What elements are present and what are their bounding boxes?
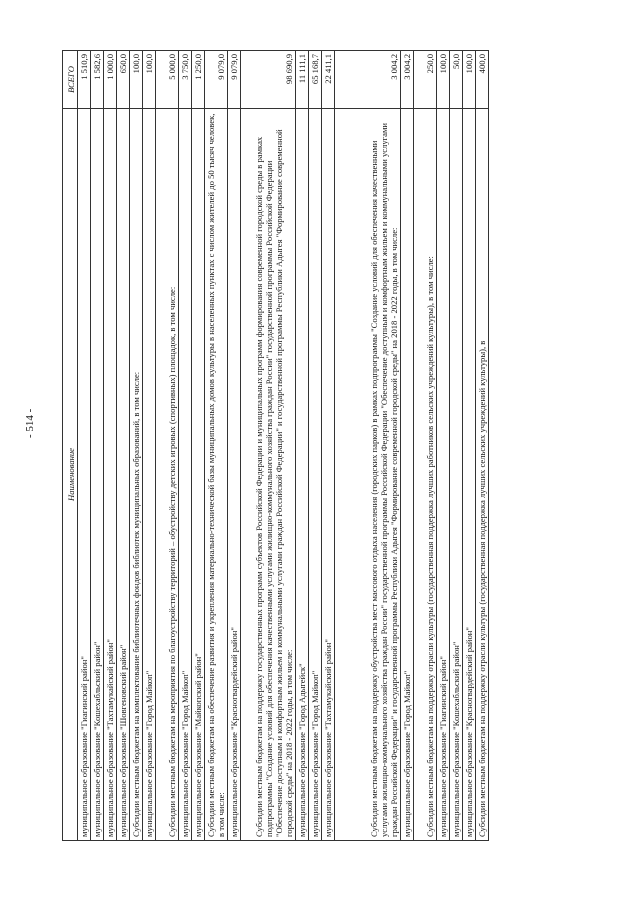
row-total: 1 510,9	[78, 51, 91, 109]
row-total: 3 004,2	[401, 51, 414, 109]
row-total: 1 582,6	[91, 51, 104, 109]
row-name: муниципальное образование "Красногвардейский район"	[463, 109, 476, 841]
table-row	[322, 51, 335, 841]
row-name: муниципальное образование "Тахтамукайский район"	[322, 109, 335, 841]
row-total: 65 168,7	[309, 51, 322, 109]
header-total: ВСЕГО	[63, 51, 78, 109]
row-total: 650,0	[117, 51, 130, 109]
table-row	[130, 51, 143, 841]
row-name: Субсидии местным бюджетам на мероприятия по благоустройству территорий – обустройству детских игровых (спортивных) площадок, в том числе:	[156, 109, 179, 841]
row-total: 1 000,0	[104, 51, 117, 109]
row-name: Субсидии местным бюджетам на обеспечение развития и укрепления материально-технической базы муниципальных домов культуры в населенных пунктах с числом жителей до 50 тысяч человек, в том числе:	[205, 109, 228, 841]
table-row	[104, 51, 117, 841]
row-name: муниципальное образование "Город Майкоп"	[309, 109, 322, 841]
table-row	[78, 51, 91, 841]
row-name: муниципальное образование "Город Майкоп"	[179, 109, 192, 841]
row-total: 5 000,0	[156, 51, 179, 109]
table-row	[463, 51, 476, 841]
row-name: муниципальное образование "Кошехабльский район"	[91, 109, 104, 841]
table-row	[179, 51, 192, 841]
row-total: 98 690,9	[241, 51, 296, 109]
rotated-page-content	[62, 51, 574, 841]
table-row	[228, 51, 241, 841]
table-row	[205, 51, 228, 841]
table-row	[192, 51, 205, 841]
table-row	[117, 51, 130, 841]
table-row	[401, 51, 414, 841]
table-row	[143, 51, 156, 841]
table-row	[414, 51, 437, 841]
row-name: муниципальное образование "Шовгеновский район"	[117, 109, 130, 841]
row-name: муниципальное образование "Гиагинский район"	[78, 109, 91, 841]
header-name: Наименование	[63, 109, 78, 841]
budget-table	[62, 50, 489, 841]
row-name: Субсидии местным бюджетам на комплектование библиотечных фондов библиотек муниципальных образований, в том числе:	[130, 109, 143, 841]
row-total: 22 411,1	[322, 51, 335, 109]
table-row	[335, 51, 401, 841]
row-total: 9 079,0	[228, 51, 241, 109]
row-total: 400,0	[476, 51, 489, 109]
table-row	[450, 51, 463, 841]
row-name: муниципальное образование "Кошехабльский район"	[450, 109, 463, 841]
row-name: муниципальное образование "Гиагинский район"	[437, 109, 450, 841]
row-total: 3 004,2	[335, 51, 401, 109]
row-name: Субсидии местным бюджетам на поддержку отрасли культуры (государственная поддержка лучших работников сельских учреждений культуры), в том числе:	[414, 109, 437, 841]
row-total: 100,0	[130, 51, 143, 109]
table-row	[309, 51, 322, 841]
row-total: 1 250,0	[192, 51, 205, 109]
row-name: муниципальное образование "Красногвардейский район"	[228, 109, 241, 841]
row-name: муниципальное образование "Майкопский район"	[192, 109, 205, 841]
table-row	[437, 51, 450, 841]
row-name: муниципальное образование "Тахтамукайский район"	[104, 109, 117, 841]
table-row	[156, 51, 179, 841]
row-name: муниципальное образование "Город Майкоп"	[143, 109, 156, 841]
row-total: 3 750,0	[179, 51, 192, 109]
row-total: 100,0	[437, 51, 450, 109]
table-row	[91, 51, 104, 841]
table-row	[296, 51, 309, 841]
row-name: муниципальное образование "Город Майкоп"	[401, 109, 414, 841]
page-number: - 514 -	[24, 408, 36, 438]
table-row	[241, 51, 296, 841]
row-name: Субсидии местным бюджетам на поддержку государственных программ субъектов Российской Федерации и муниципальных программ формирования современной городской среды в рамках подпрограммы "Создание условий для обеспечения качественными услугами жилищно-коммунального хозяйства граждан России" государственной программы Российской Федерации "Обеспечение доступным и комфортным жильем и коммунальными услугами граждан Российской Федерации" и государственной программы Республики Адыгея "Формирование современной городской среды" на 2018 - 2022 годы, в том числе:	[241, 109, 296, 841]
row-total: 100,0	[463, 51, 476, 109]
row-total: 50,0	[450, 51, 463, 109]
row-total: 250,0	[414, 51, 437, 109]
row-total: 9 079,0	[205, 51, 228, 109]
row-total: 100,0	[143, 51, 156, 109]
table-header-row	[63, 51, 78, 841]
row-name: муниципальное образование "Город Адыгейск"	[296, 109, 309, 841]
row-name: Субсидии местным бюджетам на поддержку обустройства мест массового отдыха населения (городских парков) в рамках подпрограммы "Создание условий для обеспечения качественными услугами жилищно-коммунального хозяйства граждан России" государственной программы Российской Федерации "Обеспечение доступным и комфортным жильем и коммунальными услугами граждан Российской Федерации" и государственной программы Республики Адыгея "Формирование современной городской среды" на 2018 - 2022 годы, в том числе:	[335, 109, 401, 841]
table-row	[476, 51, 489, 841]
row-total: 11 111,1	[296, 51, 309, 109]
row-name: Субсидии местным бюджетам на поддержку отрасли культуры (государственная поддержка лучших сельских учреждений культуры), в	[476, 109, 489, 841]
